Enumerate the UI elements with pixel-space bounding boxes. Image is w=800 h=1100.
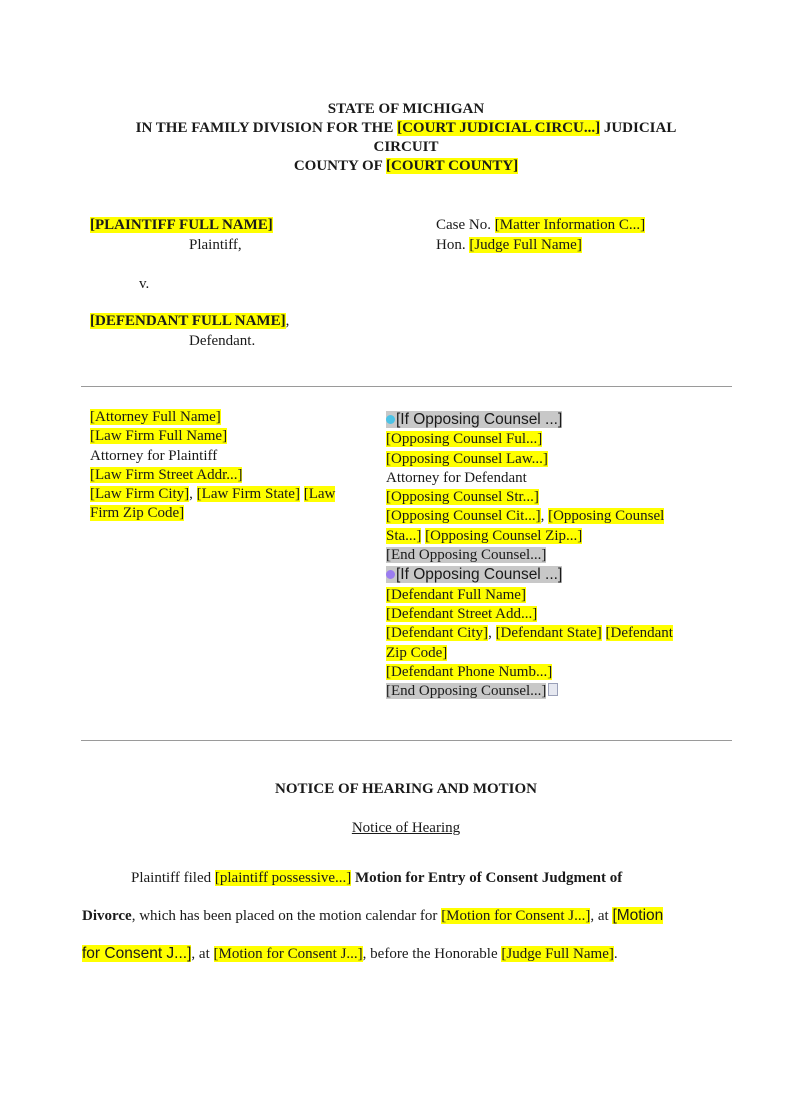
case-number-line: [436, 216, 645, 235]
comma-text: ,: [189, 486, 197, 503]
space-text: [602, 625, 606, 641]
court-circuit-field[interactable]: [COURT JUDICIAL CIRCU...]: [397, 120, 601, 136]
defendant-name-line: [90, 312, 289, 331]
defendant-zip-field-start[interactable]: [Defendant: [605, 625, 673, 642]
opposing-counsel-name-field[interactable]: [Opposing Counsel Ful...]: [386, 431, 543, 448]
opposing-counsel-state-field-start[interactable]: [Opposing Counsel: [548, 508, 665, 525]
opposing-counsel-state-field-end[interactable]: Sta...]: [386, 527, 422, 544]
notice-subtitle: [80, 819, 732, 838]
defendant-zip-field-end[interactable]: Zip Code]: [386, 644, 448, 661]
motion-date-field[interactable]: [Motion for Consent J...]: [441, 908, 591, 924]
notice-paragraph-line-1: [131, 868, 622, 888]
plaintiff-possessive-field[interactable]: [plaintiff possessive...]: [214, 870, 352, 886]
paragraph-text: , at: [191, 946, 214, 962]
condition-marker-icon: [386, 570, 395, 579]
attorney-for-defendant: Attorney for Defendant: [386, 469, 527, 486]
caption-circuit: CIRCUIT: [373, 139, 439, 155]
law-firm-street-field[interactable]: [Law Firm Street Addr...]: [90, 466, 243, 483]
paragraph-text: , at: [590, 908, 613, 924]
judge-name-field[interactable]: [Judge Full Name]: [469, 237, 582, 253]
divorce-text: Divorce: [82, 908, 132, 924]
if-opposing-counsel-condition-1[interactable]: [386, 411, 562, 428]
if-opposing-counsel-text-1: [If Opposing Counsel ...]: [396, 411, 563, 428]
plaintiff-name-line: [90, 216, 273, 235]
judge-label: Hon.: [436, 237, 470, 253]
motion-time-field-start[interactable]: [Motion: [612, 907, 664, 924]
attorney-for-plaintiff: Attorney for Plaintiff: [90, 447, 218, 464]
end-marker-icon: [548, 683, 558, 696]
caption-division: [80, 119, 732, 138]
period-text: .: [613, 946, 618, 962]
comma-text: ,: [488, 625, 496, 642]
caption-county-text: COUNTY OF: [293, 158, 387, 174]
law-firm-name-field[interactable]: [Law Firm Full Name]: [90, 428, 228, 445]
court-caption: [80, 100, 732, 176]
attorney-name-field[interactable]: [Attorney Full Name]: [90, 409, 221, 425]
plaintiff-label: Plaintiff,: [189, 237, 242, 253]
opposing-counsel-city-field[interactable]: [Opposing Counsel Cit...]: [386, 508, 541, 525]
notice-title: NOTICE OF HEARING AND MOTION: [275, 781, 537, 797]
paragraph-text: Plaintiff filed: [131, 870, 215, 886]
court-county-field[interactable]: [COURT COUNTY]: [386, 158, 519, 174]
defendant-name-field[interactable]: [DEFENDANT FULL NAME]: [90, 313, 286, 329]
versus-text: v.: [139, 276, 150, 292]
end-opposing-counsel-2[interactable]: [End Opposing Counsel...]: [386, 683, 547, 700]
defendant-state-field[interactable]: [Defendant State]: [495, 625, 602, 642]
if-opposing-counsel-text-2: [If Opposing Counsel ...]: [396, 566, 563, 584]
motion-location-field[interactable]: [Motion for Consent J...]: [213, 946, 363, 962]
plaintiff-name-field[interactable]: [PLAINTIFF FULL NAME]: [90, 217, 273, 233]
judge-name-field-notice[interactable]: [Judge Full Name]: [501, 946, 614, 962]
notice-subtitle-text: Notice of Hearing: [351, 820, 461, 836]
if-opposing-counsel-condition-2[interactable]: [386, 566, 562, 583]
case-number-field[interactable]: [Matter Information C...]: [494, 217, 646, 233]
defendant-label: Defendant.: [189, 333, 256, 349]
caption-state: STATE OF MICHIGAN: [327, 101, 485, 117]
opposing-counsel-street-field[interactable]: [Opposing Counsel Str...]: [386, 489, 539, 506]
defendant-name-comma: ,: [285, 313, 290, 329]
judge-line: [436, 236, 582, 255]
defendant-full-name-field[interactable]: [Defendant Full Name]: [386, 586, 526, 603]
motion-title-text: Motion for Entry of Consent Judgment of: [355, 870, 623, 886]
comma-text: ,: [540, 508, 549, 525]
notice-paragraph-line-3: [82, 944, 618, 964]
paragraph-text: , which has been placed on the motion calendar for: [131, 908, 442, 924]
law-firm-zip-field-end[interactable]: Firm Zip Code]: [90, 505, 185, 522]
defendant-phone-field[interactable]: [Defendant Phone Numb...]: [386, 663, 553, 680]
notice-paragraph-line-2: [82, 906, 663, 926]
law-firm-zip-field-start[interactable]: [Law: [303, 486, 336, 503]
law-firm-city-field[interactable]: [Law Firm City]: [90, 486, 190, 503]
condition-marker-icon: [386, 415, 395, 424]
caption-division-text: IN THE FAMILY DIVISION FOR THE: [135, 120, 398, 136]
plaintiff-attorney-block: [90, 408, 335, 524]
case-number-label: Case No.: [436, 217, 495, 233]
divider-top: [81, 386, 732, 387]
defendant-city-field[interactable]: [Defendant City]: [386, 625, 489, 642]
caption-judicial-text: JUDICIAL: [600, 120, 677, 136]
divider-bottom: [81, 740, 732, 741]
opposing-counsel-law-firm-field[interactable]: [Opposing Counsel Law...]: [386, 450, 548, 467]
law-firm-state-field[interactable]: [Law Firm State]: [196, 486, 300, 503]
opposing-counsel-zip-field[interactable]: [Opposing Counsel Zip...]: [425, 527, 583, 544]
opposing-counsel-block: [386, 410, 673, 701]
paragraph-text: , before the Honorable: [362, 946, 502, 962]
end-opposing-counsel-1[interactable]: [End Opposing Counsel...]: [386, 547, 547, 564]
defendant-street-field[interactable]: [Defendant Street Add...]: [386, 605, 538, 622]
caption-county: [80, 157, 732, 176]
motion-time-field-end[interactable]: for Consent J...]: [82, 945, 192, 962]
